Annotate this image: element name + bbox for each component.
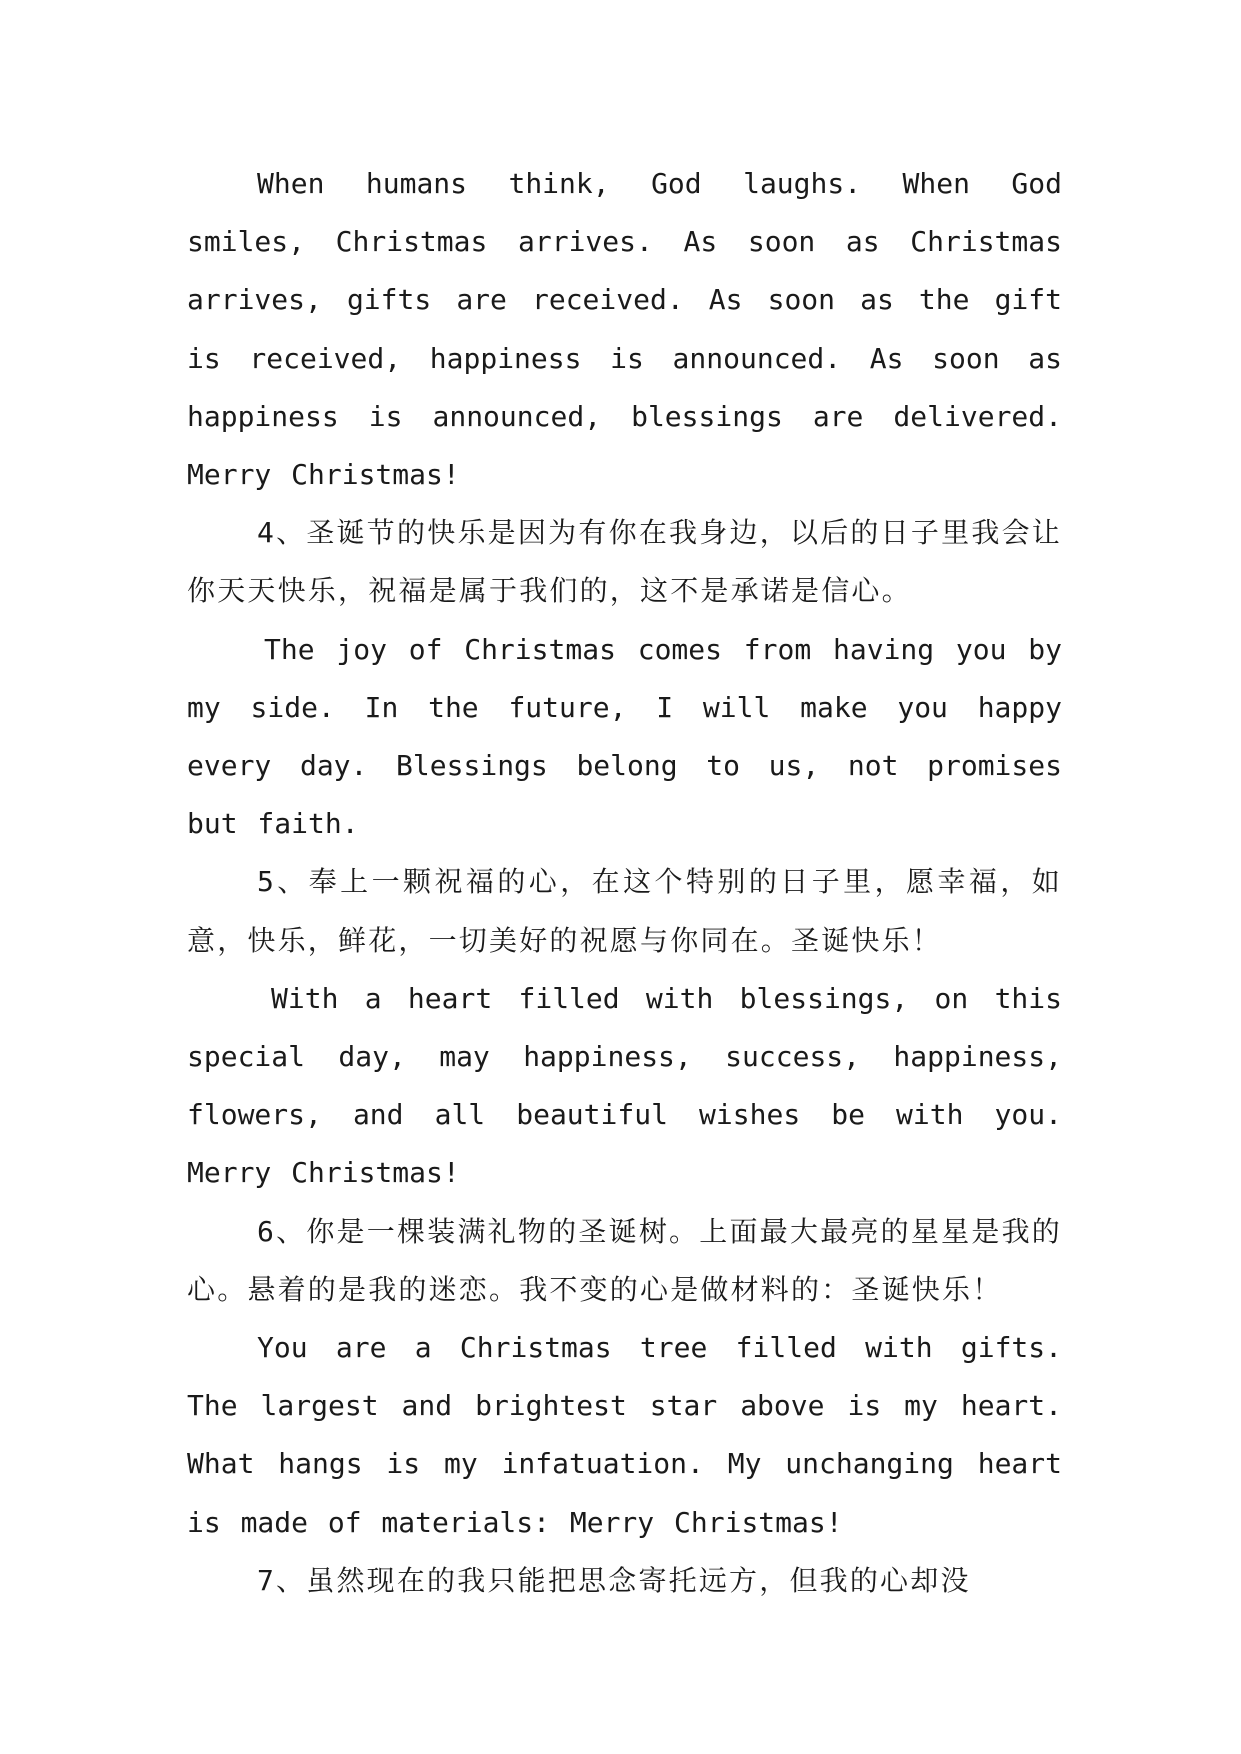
paragraph-chinese-item-6: 6、你是一棵装满礼物的圣诞树。上面最大最亮的星星是我的心。悬着的是我的迷恋。我不变的心是做材料的：圣诞快乐！: [187, 1214, 1062, 1306]
paragraph-chinese-item-7: 7、虽然现在的我只能把思念寄托远方，但我的心却没: [257, 1563, 971, 1597]
paragraph-english: When humans think, God laughs. When God smiles, Christmas arrives. As soon as Christmas arrives, gifts are received. As soon as the gift is received, happiness is announced. As soon as happiness is announced, blessings are delivered. Merry Christmas!: [187, 167, 1062, 492]
paragraph-chinese-item-4: 4、圣诞节的快乐是因为有你在我身边，以后的日子里我会让你天天快乐，祝福是属于我们的，这不是承诺是信心。: [187, 516, 1062, 608]
document-body: [187, 155, 1062, 1610]
paragraph-english-item-5: With a heart filled with blessings, on this special day, may happiness, success, happiness, flowers, and all beautiful wishes be with you. Merry Christmas!: [187, 981, 1062, 1190]
paragraph-english-item-4: The joy of Christmas comes from having you by my side. In the future, I will make you happy every day. Blessings belong to us, not promises but faith.: [187, 632, 1062, 841]
paragraph-english-item-6: You are a Christmas tree filled with gifts. The largest and brightest star above is my heart. What hangs is my infatuation. My unchanging heart is made of materials: Merry Christmas!: [187, 1331, 1062, 1539]
paragraph-chinese-item-5: 5、奉上一颗祝福的心，在这个特别的日子里，愿幸福，如意，快乐，鲜花，一切美好的祝愿与你同在。圣诞快乐！: [187, 865, 1062, 957]
